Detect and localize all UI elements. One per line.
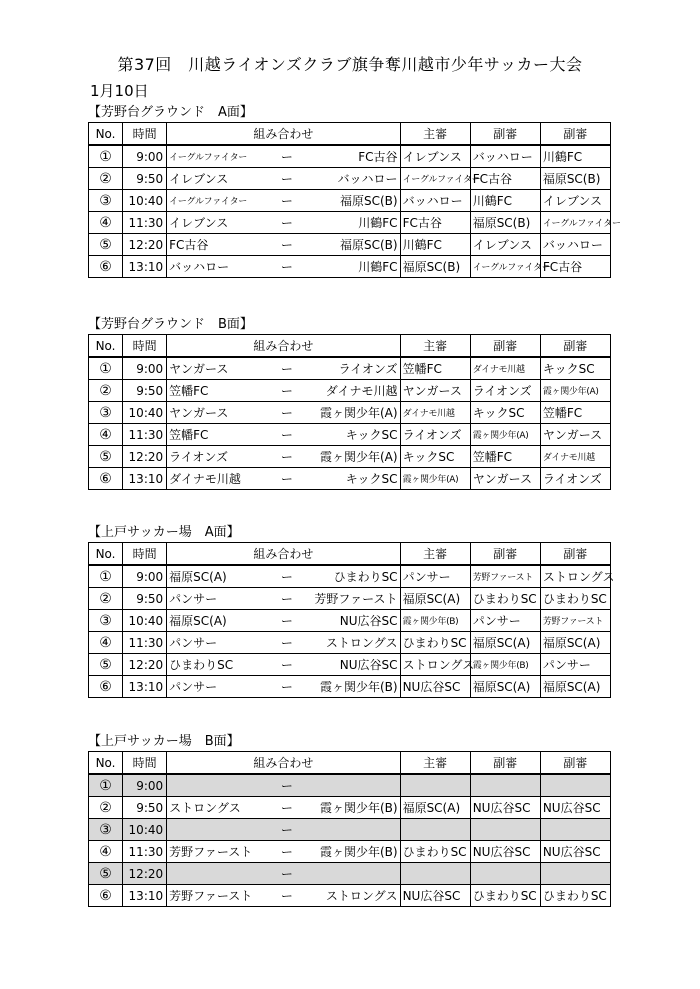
sub-referee-1: ヤンガース xyxy=(470,468,540,490)
sub-referee-1: イーグルファイター xyxy=(470,256,540,278)
main-referee: ライオンズ xyxy=(400,424,470,446)
sub-referee-1 xyxy=(470,774,540,797)
versus-dash: ー xyxy=(275,380,299,402)
match-row xyxy=(89,863,611,885)
home-team: 芳野ファースト xyxy=(167,841,275,863)
sub-referee-1: 霞ヶ関少年(A) xyxy=(470,424,540,446)
sub-referee-2 xyxy=(540,819,610,841)
away-team: 芳野ファースト xyxy=(299,588,400,610)
schedule-table xyxy=(88,122,621,278)
versus-dash: ー xyxy=(275,212,299,234)
away-team: 福原SC(B) xyxy=(299,234,400,256)
home-team: イレブンス xyxy=(167,168,275,190)
match-number: ② xyxy=(89,168,123,190)
away-team: 霞ヶ関少年(B) xyxy=(299,676,400,698)
home-team: 芳野ファースト xyxy=(167,885,275,907)
sub-referee-1: ダイナモ川越 xyxy=(470,357,540,380)
home-team: イレブンス xyxy=(167,212,275,234)
sub-referee-2: NU広谷SC xyxy=(540,797,610,819)
sub-referee-2: キックSC xyxy=(540,357,610,380)
home-team: ライオンズ xyxy=(167,446,275,468)
versus-dash: ー xyxy=(275,446,299,468)
match-row xyxy=(89,256,611,278)
sub-referee-2: 川鶴FC xyxy=(540,145,610,168)
sub-referee-2: バッハロー xyxy=(540,234,610,256)
home-team: 福原SC(A) xyxy=(167,565,275,588)
section-title: 【上戸サッカー場 B面】 xyxy=(88,734,240,749)
kickoff-time: 9:00 xyxy=(123,565,167,588)
kickoff-time: 9:50 xyxy=(123,588,167,610)
home-team: 福原SC(A) xyxy=(167,610,275,632)
header-no: No. xyxy=(89,123,123,146)
sub-referee-2: FC古谷 xyxy=(540,256,610,278)
header-sub-referee-1: 副審 xyxy=(470,335,540,358)
main-referee: 川鶴FC xyxy=(400,234,470,256)
match-number: ⑥ xyxy=(89,468,123,490)
main-referee: 笠幡FC xyxy=(400,357,470,380)
home-team: ダイナモ川越 xyxy=(167,468,275,490)
away-team: 川鶴FC xyxy=(299,212,400,234)
main-referee xyxy=(400,774,470,797)
match-row xyxy=(89,168,611,190)
header-sub-referee-1: 副審 xyxy=(470,543,540,566)
schedule-table xyxy=(88,334,611,490)
home-team: ストロングス xyxy=(167,797,275,819)
away-team: ストロングス xyxy=(299,632,400,654)
sub-referee-1: 福原SC(A) xyxy=(470,632,540,654)
away-team: 霞ヶ関少年(B) xyxy=(299,797,400,819)
sub-referee-1: FC古谷 xyxy=(470,168,540,190)
versus-dash: ー xyxy=(275,797,299,819)
away-team: 霞ヶ関少年(A) xyxy=(299,446,400,468)
versus-dash: ー xyxy=(275,168,299,190)
sub-referee-2: ダイナモ川越 xyxy=(540,446,610,468)
kickoff-time: 12:20 xyxy=(123,446,167,468)
main-referee: ヤンガース xyxy=(400,380,470,402)
header-no: No. xyxy=(89,752,123,775)
kickoff-time: 10:40 xyxy=(123,610,167,632)
match-number: ⑤ xyxy=(89,863,123,885)
match-row xyxy=(89,468,611,490)
match-row xyxy=(89,797,611,819)
header-time: 時間 xyxy=(123,123,167,146)
home-team: FC古谷 xyxy=(167,234,275,256)
match-row xyxy=(89,841,611,863)
main-referee: ひまわりSC xyxy=(400,841,470,863)
away-team: バッハロー xyxy=(299,168,400,190)
sub-referee-1: ライオンズ xyxy=(470,380,540,402)
header-row xyxy=(89,752,611,775)
kickoff-time: 10:40 xyxy=(123,819,167,841)
match-row xyxy=(89,588,611,610)
match-number: ③ xyxy=(89,402,123,424)
sub-referee-2: 笠幡FC xyxy=(540,402,610,424)
away-team: ライオンズ xyxy=(299,357,400,380)
sub-referee-2 xyxy=(540,863,610,885)
versus-dash: ー xyxy=(275,468,299,490)
sub-referee-2: ライオンズ xyxy=(540,468,610,490)
away-team xyxy=(299,819,400,841)
main-referee: キックSC xyxy=(400,446,470,468)
kickoff-time: 13:10 xyxy=(123,885,167,907)
main-referee: ストロングス xyxy=(400,654,470,676)
sub-referee-1: NU広谷SC xyxy=(470,797,540,819)
match-number: ④ xyxy=(89,841,123,863)
header-sub-referee-2: 副審 xyxy=(540,123,610,146)
home-team: パンサー xyxy=(167,676,275,698)
sub-referee-1: パンサー xyxy=(470,610,540,632)
header-match: 組み合わせ xyxy=(167,752,400,775)
away-team: キックSC xyxy=(299,468,400,490)
sub-referee-1: バッハロー xyxy=(470,145,540,168)
main-referee: NU広谷SC xyxy=(400,885,470,907)
main-referee: パンサー xyxy=(400,565,470,588)
match-row xyxy=(89,145,611,168)
home-team: ヤンガース xyxy=(167,357,275,380)
main-referee: 福原SC(A) xyxy=(400,797,470,819)
main-referee: イレブンス xyxy=(400,145,470,168)
kickoff-time: 9:00 xyxy=(123,357,167,380)
section-kamito-b xyxy=(88,733,611,907)
home-team: パンサー xyxy=(167,588,275,610)
main-referee: 霞ヶ関少年(B) xyxy=(400,610,470,632)
sub-referee-2: 霞ヶ関少年(A) xyxy=(540,380,610,402)
sub-referee-1: イレブンス xyxy=(470,234,540,256)
match-row xyxy=(89,654,611,676)
kickoff-time: 11:30 xyxy=(123,841,167,863)
home-team xyxy=(167,774,275,797)
away-team: 川鶴FC xyxy=(299,256,400,278)
away-team xyxy=(299,774,400,797)
document-date: 1月10日 xyxy=(90,82,149,100)
versus-dash: ー xyxy=(275,610,299,632)
header-sub-referee-1: 副審 xyxy=(470,123,540,146)
match-number: ⑤ xyxy=(89,654,123,676)
home-team: ヤンガース xyxy=(167,402,275,424)
kickoff-time: 10:40 xyxy=(123,402,167,424)
main-referee: バッハロー xyxy=(400,190,470,212)
away-team: ストロングス xyxy=(299,885,400,907)
home-team: パンサー xyxy=(167,632,275,654)
sub-referee-1: 霞ヶ関少年(B) xyxy=(470,654,540,676)
sub-referee-1 xyxy=(470,863,540,885)
away-team: NU広谷SC xyxy=(299,610,400,632)
header-row xyxy=(89,123,611,146)
match-row xyxy=(89,190,611,212)
match-number: ④ xyxy=(89,424,123,446)
versus-dash: ー xyxy=(275,565,299,588)
versus-dash: ー xyxy=(275,863,299,885)
home-team: 笠幡FC xyxy=(167,380,275,402)
versus-dash: ー xyxy=(275,676,299,698)
match-number: ④ xyxy=(89,632,123,654)
versus-dash: ー xyxy=(275,357,299,380)
sub-referee-2: ヤンガース xyxy=(540,424,610,446)
kickoff-time: 10:40 xyxy=(123,190,167,212)
main-referee: NU広谷SC xyxy=(400,676,470,698)
versus-dash: ー xyxy=(275,885,299,907)
match-row xyxy=(89,610,611,632)
versus-dash: ー xyxy=(275,841,299,863)
versus-dash: ー xyxy=(275,402,299,424)
schedule-table xyxy=(88,751,611,907)
home-team: イーグルファイター xyxy=(167,145,275,168)
match-row xyxy=(89,402,611,424)
match-row xyxy=(89,676,611,698)
match-number: ⑥ xyxy=(89,256,123,278)
match-number: ② xyxy=(89,380,123,402)
kickoff-time: 11:30 xyxy=(123,424,167,446)
match-number: ① xyxy=(89,357,123,380)
match-row xyxy=(89,234,611,256)
header-time: 時間 xyxy=(123,335,167,358)
versus-dash: ー xyxy=(275,190,299,212)
match-row xyxy=(89,446,611,468)
header-sub-referee-2: 副審 xyxy=(540,543,610,566)
match-number: ⑥ xyxy=(89,885,123,907)
header-sub-referee-2: 副審 xyxy=(540,752,610,775)
match-row xyxy=(89,424,611,446)
kickoff-time: 12:20 xyxy=(123,863,167,885)
schedule-table xyxy=(88,542,615,698)
kickoff-time: 12:20 xyxy=(123,234,167,256)
away-team: NU広谷SC xyxy=(299,654,400,676)
home-team xyxy=(167,819,275,841)
sub-referee-2: ひまわりSC xyxy=(540,885,610,907)
away-team: 霞ヶ関少年(A) xyxy=(299,402,400,424)
kickoff-time: 12:20 xyxy=(123,654,167,676)
sub-referee-2: イレブンス xyxy=(540,190,610,212)
document-title: 第37回 川越ライオンズクラブ旗争奪川越市少年サッカー大会 xyxy=(117,55,583,74)
sub-referee-1: ひまわりSC xyxy=(470,885,540,907)
header-main-referee: 主審 xyxy=(400,752,470,775)
kickoff-time: 13:10 xyxy=(123,468,167,490)
kickoff-time: 13:10 xyxy=(123,676,167,698)
sub-referee-1: 芳野ファースト xyxy=(470,565,540,588)
home-team: ひまわりSC xyxy=(167,654,275,676)
home-team: 笠幡FC xyxy=(167,424,275,446)
away-team xyxy=(299,863,400,885)
section-title: 【芳野台グラウンド A面】 xyxy=(88,105,253,120)
match-row xyxy=(89,212,611,234)
kickoff-time: 9:50 xyxy=(123,797,167,819)
away-team: ひまわりSC xyxy=(299,565,400,588)
header-row xyxy=(89,335,611,358)
main-referee xyxy=(400,819,470,841)
sub-referee-1: 福原SC(A) xyxy=(470,676,540,698)
sub-referee-2: イーグルファイター xyxy=(540,212,610,234)
match-number: ① xyxy=(89,565,123,588)
section-title: 【芳野台グラウンド B面】 xyxy=(88,317,253,332)
away-team: ダイナモ川越 xyxy=(299,380,400,402)
match-row xyxy=(89,380,611,402)
main-referee: ひまわりSC xyxy=(400,632,470,654)
kickoff-time: 9:00 xyxy=(123,774,167,797)
match-number: ③ xyxy=(89,610,123,632)
header-no: No. xyxy=(89,543,123,566)
main-referee: 福原SC(B) xyxy=(400,256,470,278)
main-referee: FC古谷 xyxy=(400,212,470,234)
away-team: 福原SC(B) xyxy=(299,190,400,212)
sub-referee-1: キックSC xyxy=(470,402,540,424)
sub-referee-2: 福原SC(A) xyxy=(540,676,610,698)
match-row xyxy=(89,565,611,588)
versus-dash: ー xyxy=(275,234,299,256)
match-row xyxy=(89,774,611,797)
header-main-referee: 主審 xyxy=(400,335,470,358)
match-number: ⑤ xyxy=(89,446,123,468)
main-referee: イーグルファイター xyxy=(400,168,470,190)
sub-referee-1: 川鶴FC xyxy=(470,190,540,212)
away-team: キックSC xyxy=(299,424,400,446)
header-row xyxy=(89,543,611,566)
section-kamito-a xyxy=(88,524,615,698)
sub-referee-2: ストロングス xyxy=(540,565,610,588)
header-no: No. xyxy=(89,335,123,358)
home-team: イーグルファイター xyxy=(167,190,275,212)
away-team: FC古谷 xyxy=(299,145,400,168)
sub-referee-1: 福原SC(B) xyxy=(470,212,540,234)
match-number: ③ xyxy=(89,819,123,841)
match-row xyxy=(89,632,611,654)
kickoff-time: 9:50 xyxy=(123,380,167,402)
match-number: ② xyxy=(89,588,123,610)
header-time: 時間 xyxy=(123,752,167,775)
header-match: 組み合わせ xyxy=(167,335,400,358)
main-referee: 霞ヶ関少年(A) xyxy=(400,468,470,490)
sub-referee-2 xyxy=(540,774,610,797)
sub-referee-1: 笠幡FC xyxy=(470,446,540,468)
versus-dash: ー xyxy=(275,145,299,168)
sub-referee-1: NU広谷SC xyxy=(470,841,540,863)
versus-dash: ー xyxy=(275,819,299,841)
versus-dash: ー xyxy=(275,654,299,676)
header-match: 組み合わせ xyxy=(167,123,400,146)
kickoff-time: 9:50 xyxy=(123,168,167,190)
sub-referee-2: ひまわりSC xyxy=(540,588,610,610)
header-main-referee: 主審 xyxy=(400,123,470,146)
main-referee: ダイナモ川越 xyxy=(400,402,470,424)
kickoff-time: 11:30 xyxy=(123,212,167,234)
match-number: ⑤ xyxy=(89,234,123,256)
home-team xyxy=(167,863,275,885)
versus-dash: ー xyxy=(275,588,299,610)
header-time: 時間 xyxy=(123,543,167,566)
sub-referee-2: 芳野ファースト xyxy=(540,610,610,632)
versus-dash: ー xyxy=(275,256,299,278)
header-sub-referee-1: 副審 xyxy=(470,752,540,775)
header-sub-referee-2: 副審 xyxy=(540,335,610,358)
versus-dash: ー xyxy=(275,632,299,654)
sub-referee-2: 福原SC(B) xyxy=(540,168,610,190)
match-row xyxy=(89,885,611,907)
sub-referee-1 xyxy=(470,819,540,841)
section-yoshinodai-a xyxy=(88,104,621,278)
header-match: 組み合わせ xyxy=(167,543,400,566)
match-number: ④ xyxy=(89,212,123,234)
sub-referee-1: ひまわりSC xyxy=(470,588,540,610)
match-number: ② xyxy=(89,797,123,819)
match-row xyxy=(89,357,611,380)
home-team: バッハロー xyxy=(167,256,275,278)
versus-dash: ー xyxy=(275,774,299,797)
main-referee xyxy=(400,863,470,885)
match-number: ③ xyxy=(89,190,123,212)
sub-referee-2: NU広谷SC xyxy=(540,841,610,863)
sub-referee-2: パンサー xyxy=(540,654,610,676)
header-main-referee: 主審 xyxy=(400,543,470,566)
kickoff-time: 13:10 xyxy=(123,256,167,278)
sub-referee-2: 福原SC(A) xyxy=(540,632,610,654)
kickoff-time: 9:00 xyxy=(123,145,167,168)
main-referee: 福原SC(A) xyxy=(400,588,470,610)
match-number: ⑥ xyxy=(89,676,123,698)
section-yoshinodai-b xyxy=(88,316,611,490)
match-row xyxy=(89,819,611,841)
kickoff-time: 11:30 xyxy=(123,632,167,654)
away-team: 霞ヶ関少年(B) xyxy=(299,841,400,863)
match-number: ① xyxy=(89,774,123,797)
match-number: ① xyxy=(89,145,123,168)
section-title: 【上戸サッカー場 A面】 xyxy=(88,525,240,540)
versus-dash: ー xyxy=(275,424,299,446)
